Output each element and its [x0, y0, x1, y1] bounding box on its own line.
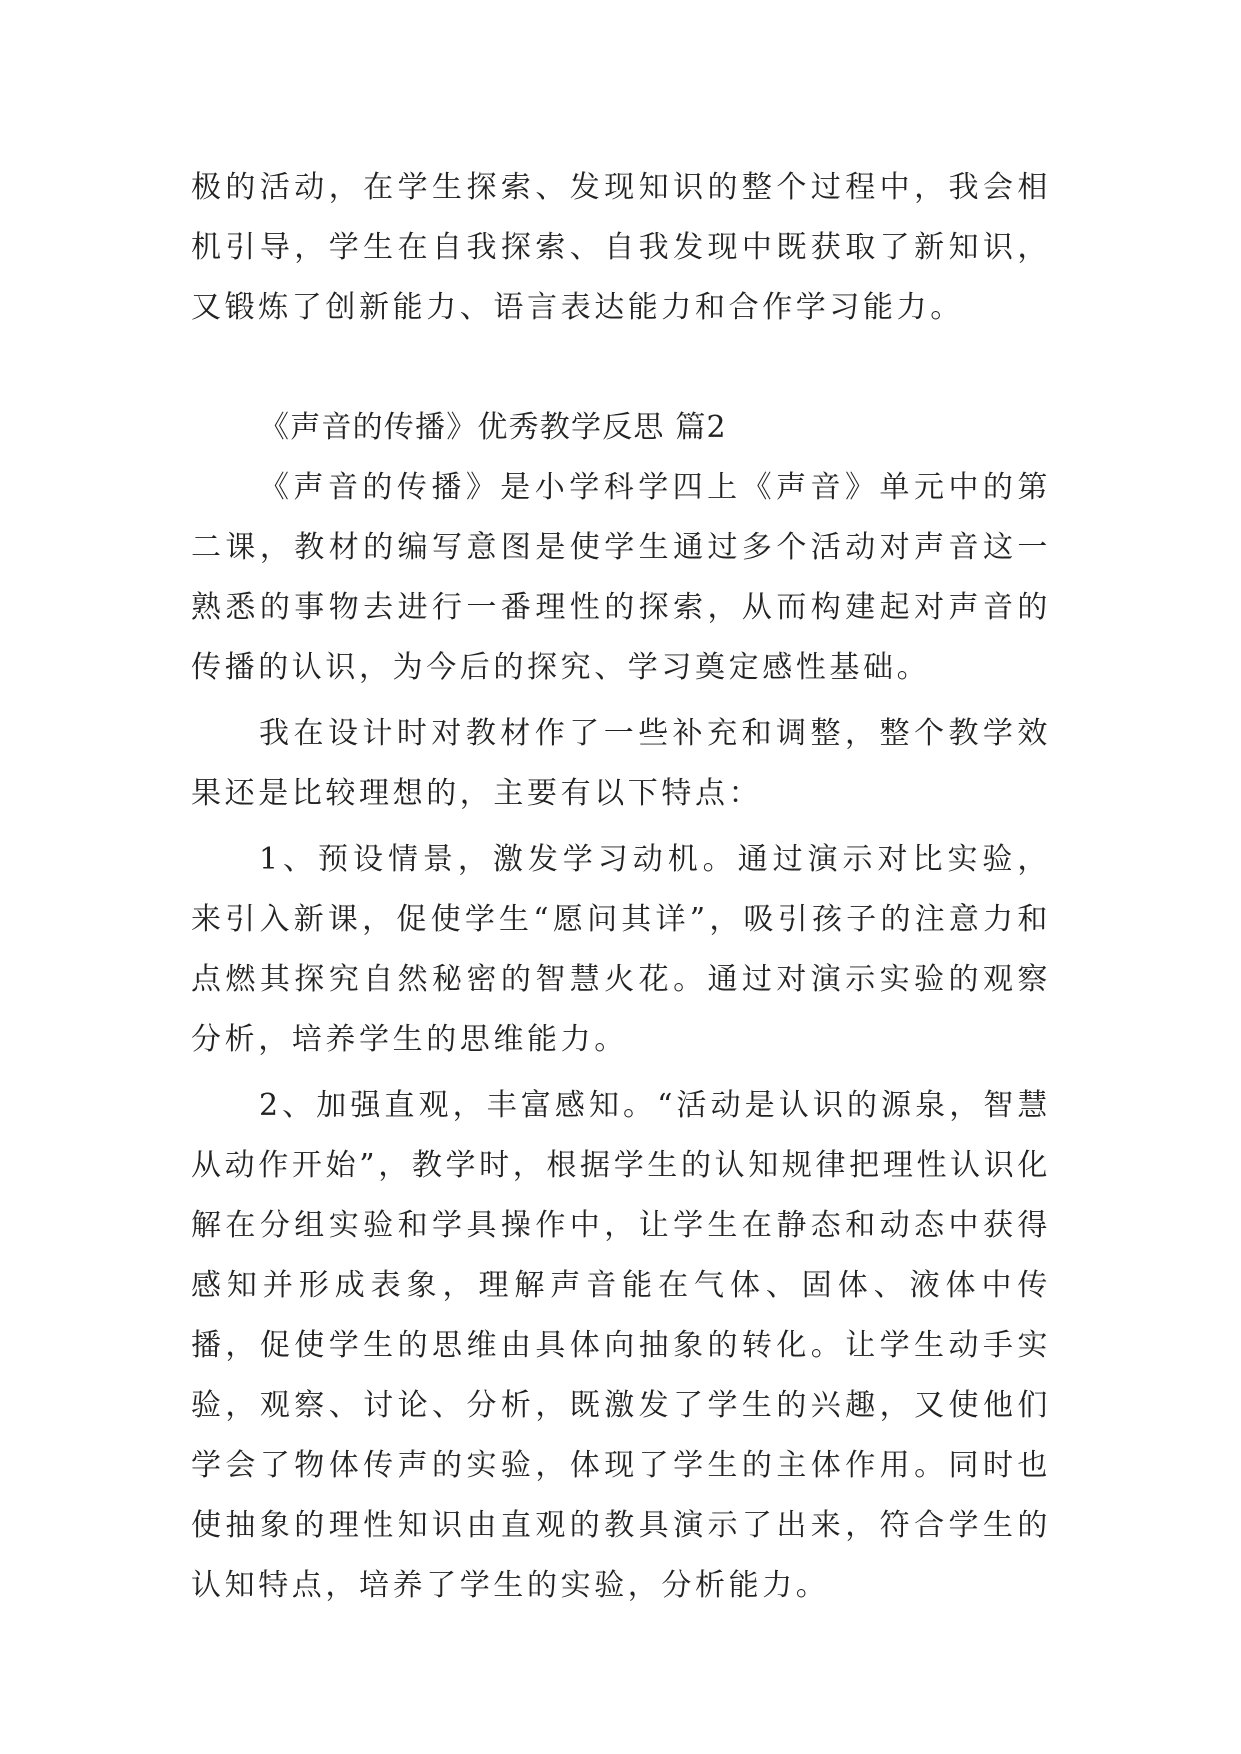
continued-paragraph: 极的活动，在学生探索、发现知识的整个过程中，我会相机引导，学生在自我探索、自我发现中既获取了新知识，又锻炼了创新能力、语言表达能力和合作学习能力。 — [191, 170, 1051, 325]
body-paragraph-4: 2、加强直观，丰富感知。“活动是认识的源泉，智慧从动作开始”，教学时，根据学生的认知规律把理性认识化解在分组实验和学具操作中，让学生在静态和动态中获得感知并形成表象，理解声音能在气体、固体、液体中传播，促使学生的思维由具体向抽象的转化。让学生动手实验，观察、讨论、分析，既激发了学生的兴趣，又使他们学会了物体传声的实验，体现了学生的主体作用。同时也使抽象的理性知识由直观的教具演示了出来，符合学生的认知特点，培养了学生的实验，分析能力。 — [191, 1088, 1051, 1603]
section-gap — [191, 338, 1051, 398]
body-paragraph-1: 《声音的传播》是小学科学四上《声音》单元中的第二课，教材的编写意图是使学生通过多个活动对声音这一熟悉的事物去进行一番理性的探索，从而构建起对声音的传播的认识，为今后的探究、学习奠定感性基础。 — [191, 470, 1051, 685]
body-paragraph-2: 我在设计时对教材作了一些补充和调整，整个教学效果还是比较理想的，主要有以下特点： — [191, 716, 1051, 811]
document-body — [191, 158, 1051, 1616]
body-paragraph-3: 1、预设情景，激发学习动机。通过演示对比实验，来引入新课，促使学生“愿问其详”，吸引孩子的注意力和点燃其探究自然秘密的智慧火花。通过对演示实验的观察分析，培养学生的思维能力。 — [191, 842, 1051, 1057]
section-heading: 《声音的传播》优秀教学反思 篇2 — [259, 410, 727, 445]
